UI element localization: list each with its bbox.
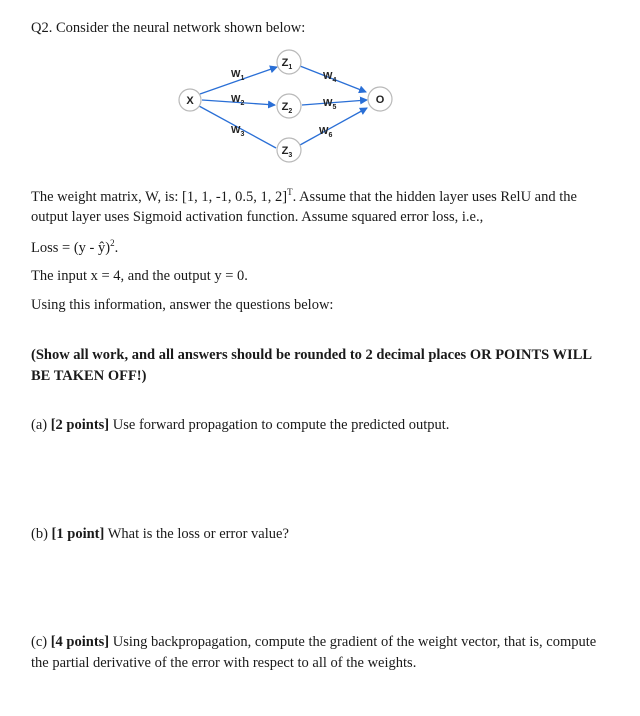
loss-formula-end: . — [114, 239, 119, 256]
output-node — [368, 87, 392, 111]
part-a — [31, 417, 449, 434]
weight-label-w2: $W_2$ — [231, 94, 245, 107]
svg-text:X: X — [186, 95, 194, 107]
neural-network-diagram — [170, 48, 410, 170]
using-info-line: Using this information, answer the questions below: — [31, 297, 334, 313]
weight-label-w3: $W_3$ — [231, 125, 245, 138]
part-b-label: (b) — [31, 526, 52, 542]
activation-text: . Assume that the hidden layer uses RelU and the — [292, 188, 577, 205]
question-title: Q2. Consider the neural network shown below: — [31, 20, 306, 36]
part-c — [31, 634, 596, 651]
part-c-continued: the partial derivative of the error with respect to all of the weights. — [31, 655, 417, 671]
weight-label-w5: $W_5$ — [323, 98, 337, 111]
part-a-label: (a) — [31, 417, 51, 433]
input-output-line: The input x = 4, and the output y = 0. — [31, 268, 248, 284]
hidden-node-z2 — [277, 94, 301, 118]
part-a-text: Use forward propagation to compute the predicted output. — [109, 417, 450, 433]
loss-formula — [31, 238, 118, 257]
part-a-points: [2 points] — [50, 417, 110, 433]
part-b — [31, 526, 289, 543]
svg-text:Z2: $Z_2$ — [281, 101, 293, 115]
weight-matrix-line — [31, 187, 577, 206]
hidden-node-z3 — [277, 138, 301, 162]
weight-label-w6: $W_6$ — [319, 126, 333, 139]
svg-text:O: O — [375, 94, 385, 106]
svg-text:Z1: $Z_1$ — [281, 57, 293, 71]
transpose-superscript: T — [287, 187, 293, 197]
instructions-line-2: BE TAKEN OFF!) — [31, 368, 147, 384]
part-c-label: (c) — [31, 634, 51, 650]
svg-text:Z3: $Z_3$ — [281, 145, 293, 159]
part-b-points: [1 point] — [51, 526, 105, 542]
weight-label-w4: $W_4$ — [323, 71, 337, 84]
part-b-text: What is the loss or error value? — [104, 526, 289, 542]
input-node — [179, 89, 201, 111]
hidden-node-z1 — [277, 50, 301, 74]
edge-w6 — [300, 108, 367, 145]
activation-line: output layer uses Sigmoid activation function. Assume squared error loss, i.e., — [31, 209, 484, 225]
weight-matrix-text: The weight matrix, W, is: [1, 1, -1, 0.5, 1, 2] — [31, 188, 288, 205]
part-c-points: [4 points] — [50, 634, 110, 650]
instructions-line-1: (Show all work, and all answers should be rounded to 2 decimal places OR POINTS WILL — [31, 347, 593, 363]
loss-formula-text: Loss = (y - ŷ) — [31, 239, 111, 256]
loss-exponent: 2 — [110, 238, 115, 248]
weight-label-w1: $W_1$ — [231, 69, 245, 82]
part-c-text: Using backpropagation, compute the gradient of the weight vector, that is, compute — [109, 634, 597, 650]
